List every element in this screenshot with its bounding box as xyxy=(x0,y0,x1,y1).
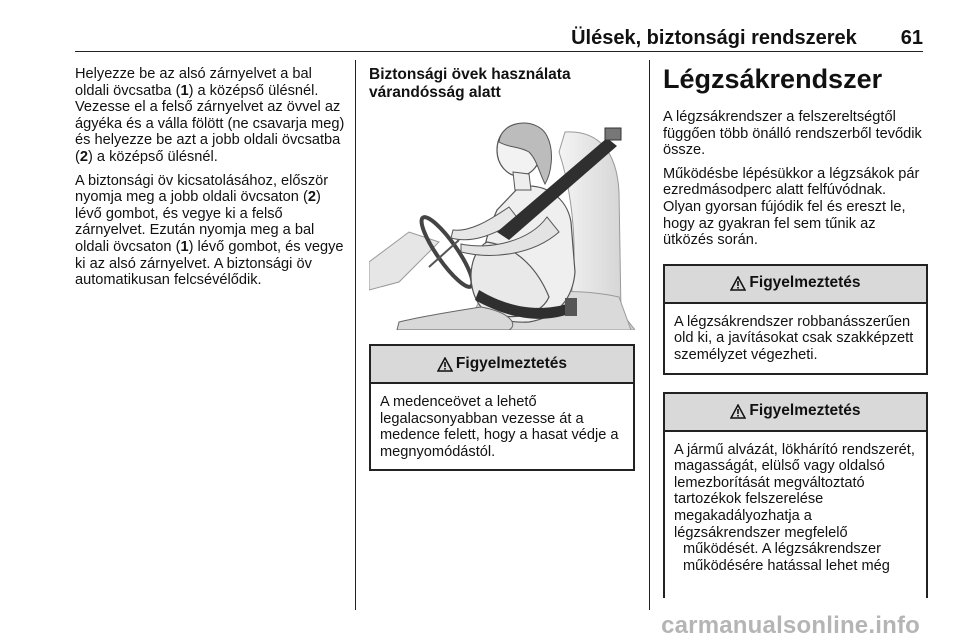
warning-title: Figyelmeztetés xyxy=(749,402,861,420)
warning-header xyxy=(371,346,633,384)
page-number: 61 xyxy=(900,27,923,49)
warning-text: A medenceövet a lehető legalacsonyabban vezesse át a medence felett, hogy a hasat védje a megnyomódástól. xyxy=(380,394,619,460)
running-header xyxy=(75,27,923,51)
column-divider-left xyxy=(355,60,356,610)
warning-triangle-icon xyxy=(730,276,746,291)
column-3 xyxy=(663,66,928,598)
warning-title: Figyelmeztetés xyxy=(749,274,861,292)
header-rule xyxy=(75,51,923,52)
warning-header xyxy=(665,394,926,432)
warning-text: A légzsákrendszer robbanásszerűen old ki, a javításokat csak szakképzett személyzet végezheti. xyxy=(674,313,914,363)
warning-triangle-icon xyxy=(730,404,746,419)
paragraph-buckle-center-seat: Helyezze be az alsó zárnyelvet a bal oldali övcsatba (1) a középső ülésnél. Vezesse el a felső zárnyelvet az övvel az ágyéka és a válla fölött (ne csavarja meg) és helyezze be azt a jobb oldali övcsatba (2) a középső ülésnél. xyxy=(75,66,345,165)
warning-box-airbag-repair xyxy=(663,264,928,375)
column-divider-right xyxy=(649,60,650,610)
warning-title: Figyelmeztetés xyxy=(455,354,568,372)
column-2 xyxy=(369,66,635,489)
warning-text: A jármű alvázát, lökhárító rendszerét, magasságát, elülső vagy oldalsó lemezborítását megváltoztató tartozékok felszerelése megakadályozhatja a légzsákrendszer megfelelő működését. A légzsákrendszer működésére hatással lehet még xyxy=(674,441,915,574)
section-heading-airbag: Légzsákrendszer xyxy=(663,64,883,94)
paragraph-airbag-intro: A légzsákrendszer a felszereltségtől függően több önálló rendszerből tevődik össze. xyxy=(663,109,922,159)
paragraph-airbag-inflation: Működésbe lépésükkor a légzsákok pár ezredmásodperc alatt felfúvódnak. Olyan gyorsan fújódik fel és ereszt le, hogy az gyakran fel sem tűnik az ütközés során. xyxy=(663,165,920,249)
section-heading-pregnancy: Biztonsági övek használata várandósság alatt xyxy=(369,66,571,101)
pregnant-driver-seatbelt-illustration xyxy=(369,112,635,330)
warning-triangle-icon xyxy=(437,357,453,372)
warning-box-lap-belt xyxy=(369,344,635,471)
warning-box-accessories xyxy=(663,392,928,598)
paragraph-unbuckle: A biztonsági öv kicsatolásához, először nyomja meg a jobb oldali övcsaton (2) lévő gombot, és vegye ki a felső zárnyelvet. Ezután nyomja meg a bal oldali övcsaton (1) lévő gombot, és vegye ki az alsó zárnyelvet. A biztonsági öv automatikusan felcsévélődik. xyxy=(75,172,344,289)
chapter-title: Ülések, biztonsági rendszerek xyxy=(571,27,857,49)
watermark: carmanualsonline.info xyxy=(661,612,920,639)
warning-header xyxy=(665,266,926,304)
column-1 xyxy=(75,66,347,296)
